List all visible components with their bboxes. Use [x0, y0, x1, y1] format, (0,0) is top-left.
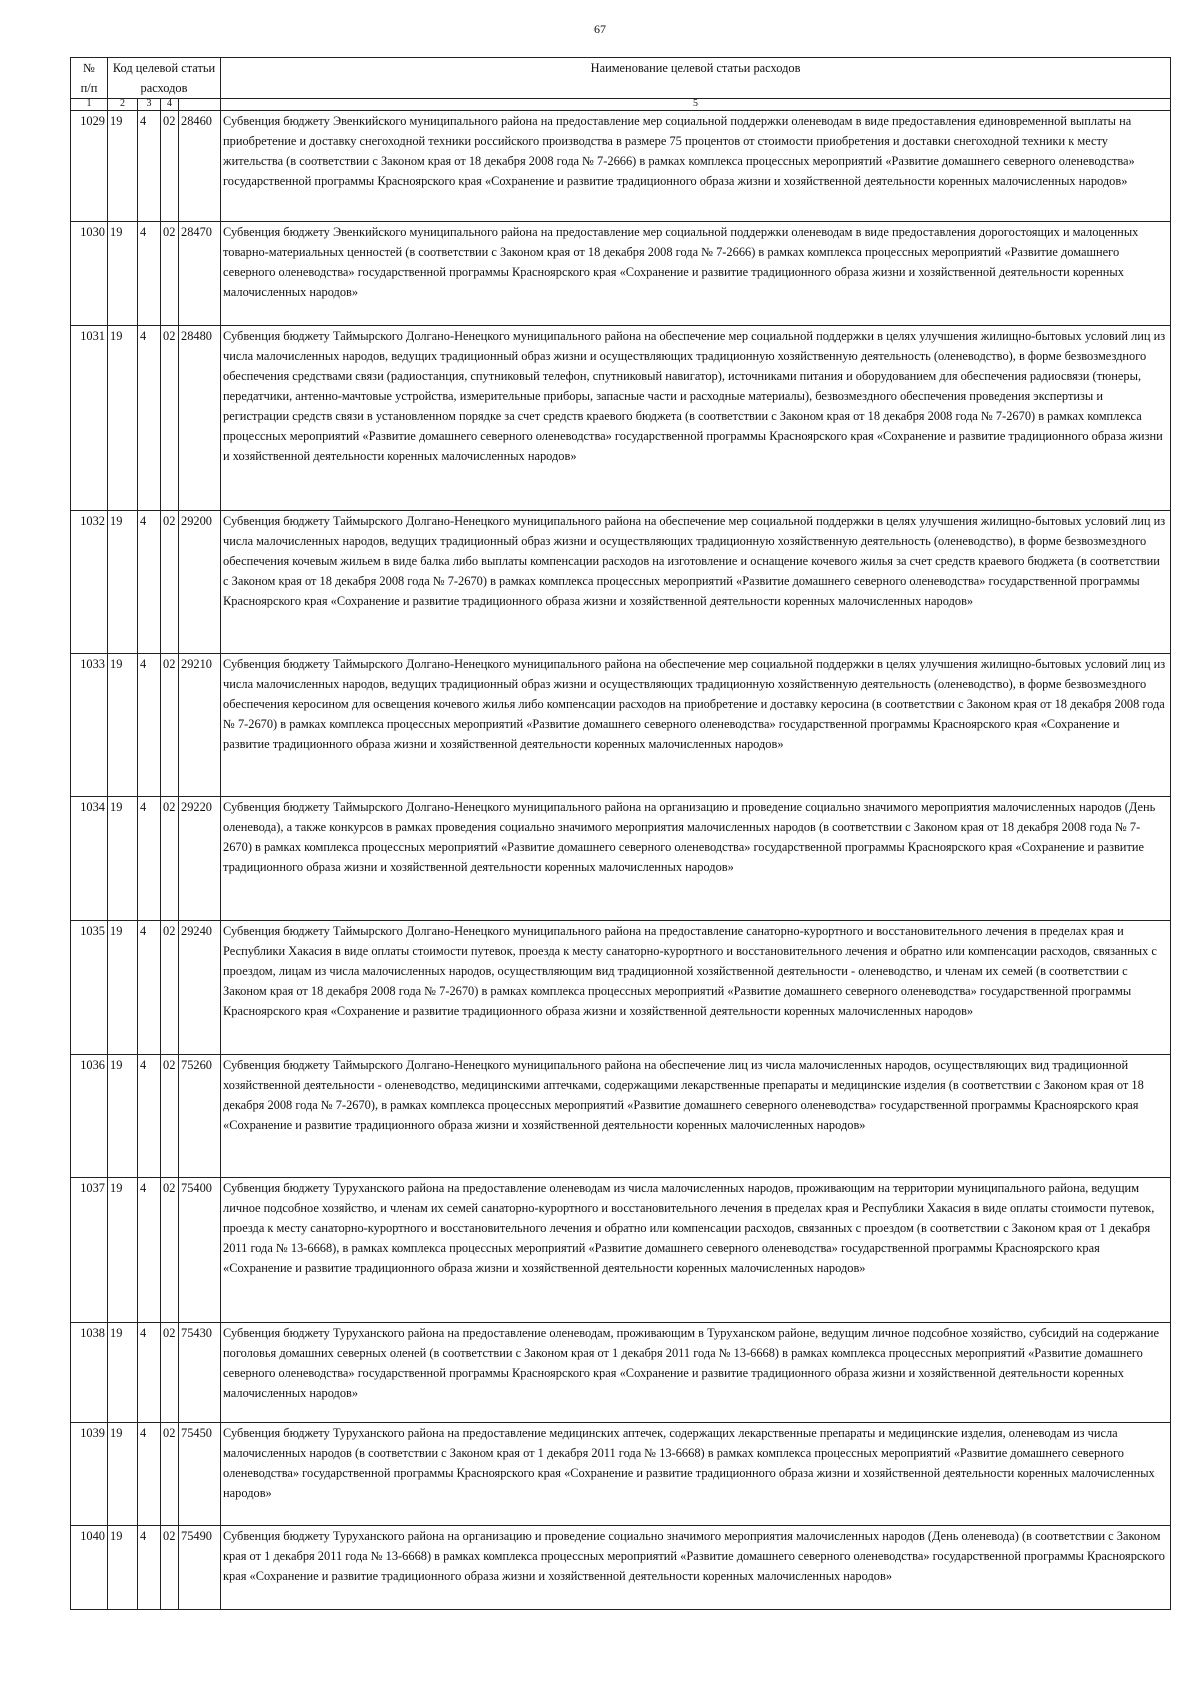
code-part-2: 4 — [138, 921, 161, 1055]
subheader-2: 2 — [108, 99, 138, 111]
expense-name: Субвенция бюджету Эвенкийского муниципального района на предоставление мер социальной поддержки оленеводам в виде предоставления единовременной выплаты на приобретение и доставку снегоходной техники российского производства в размере 75 процентов от стоимости приобретения и доставки снегоходной техники к месту жительства (в соответствии с Законом края от 18 декабря 2008 года № 7-2666) в рамках комплекса процессных мероприятий «Развитие домашнего северного оленеводства» государственной программы Красноярского края «Сохранение и развитие традиционного образа жизни и хозяйственной деятельности коренных малочисленных народов» — [221, 111, 1171, 222]
code-part-3: 02 — [161, 222, 179, 326]
table-header — [71, 58, 1171, 111]
table-row — [71, 1055, 1171, 1178]
code-part-3: 02 — [161, 511, 179, 654]
code-part-3: 02 — [161, 654, 179, 797]
code-part-1: 19 — [108, 1323, 138, 1423]
code-part-2: 4 — [138, 111, 161, 222]
row-number: 1040 — [71, 1526, 108, 1610]
expense-name: Субвенция бюджету Таймырского Долгано-Ненецкого муниципального района на обеспечение лиц из числа малочисленных народов, осуществляющих вид традиционной хозяйственной деятельности - оленеводство, медицинскими аптечками, содержащими лекарственные препараты и медицинские изделия (в соответствии с Законом края от 18 декабря 2008 года № 7-2670), в рамках комплекса процессных мероприятий «Развитие домашнего северного оленеводства» государственной программы Красноярского края «Сохранение и развитие традиционного образа жизни и хозяйственной деятельности коренных малочисленных народов» — [221, 1055, 1171, 1178]
code-part-4: 28470 — [179, 222, 221, 326]
code-part-4: 29240 — [179, 921, 221, 1055]
code-part-2: 4 — [138, 797, 161, 921]
page-number: 67 — [594, 22, 606, 36]
expense-name: Субвенция бюджету Эвенкийского муниципального района на предоставление мер социальной поддержки оленеводам в виде предоставления дорогостоящих и малоценных товарно-материальных ценностей (в соответствии с Законом края от 18 декабря 2008 года № 7-2666) в рамках комплекса процессных мероприятий «Развитие домашнего северного оленеводства» государственной программы Красноярского края «Сохранение и развитие традиционного образа жизни и хозяйственной деятельности коренных малочисленных народов» — [221, 222, 1171, 326]
table-row — [71, 511, 1171, 654]
row-number: 1031 — [71, 326, 108, 511]
code-part-2: 4 — [138, 222, 161, 326]
code-part-4: 75260 — [179, 1055, 221, 1178]
row-number: 1039 — [71, 1423, 108, 1526]
code-part-3: 02 — [161, 1055, 179, 1178]
code-part-3: 02 — [161, 1423, 179, 1526]
table-row — [71, 326, 1171, 511]
row-number: 1033 — [71, 654, 108, 797]
header-expense-name: Наименование целевой статьи расходов — [221, 58, 1171, 99]
subheader-4: 4 — [161, 99, 179, 111]
table-row — [71, 797, 1171, 921]
header-target-code: Код целевой статьи расходов — [108, 58, 221, 99]
code-part-4: 28460 — [179, 111, 221, 222]
row-number: 1030 — [71, 222, 108, 326]
code-part-4: 75400 — [179, 1178, 221, 1323]
code-part-4: 75450 — [179, 1423, 221, 1526]
code-part-4: 29200 — [179, 511, 221, 654]
code-part-2: 4 — [138, 1526, 161, 1610]
table-body — [71, 111, 1171, 1610]
code-part-3: 02 — [161, 1526, 179, 1610]
expense-name: Субвенция бюджету Таймырского Долгано-Ненецкого муниципального района на организацию и проведение социально значимого мероприятия малочисленных народов (День оленевода), а также конкурсов в рамках проведения социально значимого мероприятия малочисленных народов (в соответствии с Законом края от 18 декабря 2008 года № 7-2670) в рамках комплекса процессных мероприятий «Развитие домашнего северного оленеводства» государственной программы Красноярского края «Сохранение и развитие традиционного образа жизни и хозяйственной деятельности коренных малочисленных народов» — [221, 797, 1171, 921]
table-row — [71, 1178, 1171, 1323]
expense-name: Субвенция бюджету Туруханского района на организацию и проведение социально значимого мероприятия малочисленных народов (День оленевода) (в соответствии с Законом края от 1 декабря 2011 года № 13-6668) в рамках комплекса процессных мероприятий «Развитие домашнего северного оленеводства» государственной программы Красноярского края «Сохранение и развитие традиционного образа жизни и хозяйственной деятельности коренных малочисленных народов» — [221, 1526, 1171, 1610]
table-row — [71, 1423, 1171, 1526]
table-row — [71, 654, 1171, 797]
row-number: 1036 — [71, 1055, 108, 1178]
row-number: 1034 — [71, 797, 108, 921]
code-part-3: 02 — [161, 1178, 179, 1323]
expense-name: Субвенция бюджету Таймырского Долгано-Ненецкого муниципального района на предоставление санаторно-курортного и восстановительного лечения в пределах края и Республики Хакасия в виде оплаты стоимости путевок, проезда к месту санаторно-курортного и восстановительного лечения и обратно или компенсации расходов, связанных с проездом, лицам из числа малочисленных народов, осуществляющим вид традиционной хозяйственной деятельности - оленеводство, и членам их семей (в соответствии с Законом края от 18 декабря 2008 года № 7-2670) в рамках комплекса процессных мероприятий «Развитие домашнего северного оленеводства» государственной программы Красноярского края «Сохранение и развитие традиционного образа жизни и хозяйственной деятельности коренных малочисленных народов» — [221, 921, 1171, 1055]
code-part-2: 4 — [138, 1423, 161, 1526]
table-row — [71, 111, 1171, 222]
subheader-1: 1 — [71, 99, 108, 111]
code-part-3: 02 — [161, 1323, 179, 1423]
code-part-1: 19 — [108, 1178, 138, 1323]
expense-name: Субвенция бюджету Туруханского района на предоставление оленеводам, проживающим в Туруханском районе, ведущим личное подсобное хозяйство, субсидий на содержание поголовья домашних северных оленей (в соответствии с Законом края от 1 декабря 2011 года № 13-6668) в рамках комплекса процессных мероприятий «Развитие домашнего северного оленеводства» государственной программы Красноярского края «Сохранение и развитие традиционного образа жизни и хозяйственной деятельности коренных малочисленных народов» — [221, 1323, 1171, 1423]
table-row — [71, 222, 1171, 326]
code-part-2: 4 — [138, 326, 161, 511]
code-part-3: 02 — [161, 921, 179, 1055]
code-part-1: 19 — [108, 921, 138, 1055]
code-part-1: 19 — [108, 1423, 138, 1526]
table-row — [71, 921, 1171, 1055]
row-number: 1038 — [71, 1323, 108, 1423]
row-number: 1035 — [71, 921, 108, 1055]
subheader-4-spacer — [179, 99, 221, 111]
expense-name: Субвенция бюджету Таймырского Долгано-Ненецкого муниципального района на обеспечение мер социальной поддержки в целях улучшения жилищно-бытовых условий лиц из числа малочисленных народов, ведущих традиционный образ жизни и осуществляющих традиционную хозяйственную деятельность (оленеводство), в форме безвозмездного обеспечения кочевым жильем в виде балка либо выплаты компенсации расходов на изготовление и оснащение кочевого жилья за счет средств краевого бюджета (в соответствии с Законом края от 18 декабря 2008 года № 7-2670) в рамках комплекса процессных мероприятий «Развитие домашнего северного оленеводства» государственной программы Красноярского края «Сохранение и развитие традиционного образа жизни и хозяйственной деятельности коренных малочисленных народов» — [221, 511, 1171, 654]
code-part-1: 19 — [108, 797, 138, 921]
code-part-2: 4 — [138, 511, 161, 654]
code-part-3: 02 — [161, 797, 179, 921]
code-part-1: 19 — [108, 222, 138, 326]
code-part-2: 4 — [138, 654, 161, 797]
code-part-4: 29210 — [179, 654, 221, 797]
header-row-number: № п/п — [71, 58, 108, 99]
code-part-2: 4 — [138, 1178, 161, 1323]
code-part-4: 28480 — [179, 326, 221, 511]
expense-name: Субвенция бюджету Таймырского Долгано-Ненецкого муниципального района на обеспечение мер социальной поддержки в целях улучшения жилищно-бытовых условий лиц из числа малочисленных народов, ведущих традиционный образ жизни и осуществляющих традиционную хозяйственную деятельность (оленеводство), в форме безвозмездного обеспечения керосином для освещения кочевого жилья либо компенсации расходов на приобретение и доставку керосина (в соответствии с Законом края от 18 декабря 2008 года № 7-2670) в рамках комплекса процессных мероприятий «Развитие домашнего северного оленеводства» государственной программы Красноярского края «Сохранение и развитие традиционного образа жизни и хозяйственной деятельности коренных малочисленных народов» — [221, 654, 1171, 797]
row-number: 1029 — [71, 111, 108, 222]
code-part-4: 75430 — [179, 1323, 221, 1423]
table-row — [71, 1526, 1171, 1610]
code-part-4: 75490 — [179, 1526, 221, 1610]
code-part-1: 19 — [108, 654, 138, 797]
table-row — [71, 1323, 1171, 1423]
code-part-3: 02 — [161, 111, 179, 222]
code-part-2: 4 — [138, 1323, 161, 1423]
code-part-2: 4 — [138, 1055, 161, 1178]
expense-name: Субвенция бюджету Туруханского района на предоставление медицинских аптечек, содержащих лекарственные препараты и медицинские изделия, оленеводам из числа малочисленных народов (в соответствии с Законом края от 1 декабря 2011 года № 13-6668) в рамках комплекса процессных мероприятий «Развитие домашнего северного оленеводства» государственной программы Красноярского края «Сохранение и развитие традиционного образа жизни и хозяйственной деятельности коренных малочисленных народов» — [221, 1423, 1171, 1526]
code-part-1: 19 — [108, 1055, 138, 1178]
code-part-1: 19 — [108, 326, 138, 511]
subheader-5: 5 — [221, 99, 1171, 111]
subheader-3: 3 — [138, 99, 161, 111]
code-part-1: 19 — [108, 111, 138, 222]
row-number: 1032 — [71, 511, 108, 654]
code-part-1: 19 — [108, 511, 138, 654]
budget-table — [70, 57, 1171, 1610]
expense-name: Субвенция бюджету Таймырского Долгано-Ненецкого муниципального района на обеспечение мер социальной поддержки в целях улучшения жилищно-бытовых условий лиц из числа малочисленных народов, ведущих традиционный образ жизни и осуществляющих традиционную хозяйственную деятельность (оленеводство), в форме безвозмездного обеспечения средствами связи (радиостанция, спутниковый телефон, спутниковый навигатор), источниками питания и оборудованием для обеспечения радиосвязи (тюнеры, передатчики, антенно-мачтовые устройства, измерительные приборы, запасные части и расходные материалы), безвозмездного обеспечения проведения экспертизы и регистрации средств связи в установленном порядке за счет средств краевого бюджета (в соответствии с Законом края от 18 декабря 2008 года № 7-2670) в рамках комплекса процессных мероприятий «Развитие домашнего северного оленеводства» государственной программы Красноярского края «Сохранение и развитие традиционного образа жизни и хозяйственной деятельности коренных малочисленных народов» — [221, 326, 1171, 511]
code-part-4: 29220 — [179, 797, 221, 921]
code-part-1: 19 — [108, 1526, 138, 1610]
row-number: 1037 — [71, 1178, 108, 1323]
expense-name: Субвенция бюджету Туруханского района на предоставление оленеводам из числа малочисленных народов, проживающим на территории муниципального района, ведущим личное подсобное хозяйство, и членам их семей санаторно-курортного и восстановительного лечения в пределах края и Республики Хакасия в виде оплаты стоимости путевок, проезда к месту санаторно-курортного и восстановительного лечения и обратно или компенсации расходов, связанных с проездом (в соответствии с Законом края от 1 декабря 2011 года № 13-6668), в рамках комплекса процессных мероприятий «Развитие домашнего северного оленеводства» государственной программы Красноярского края «Сохранение и развитие традиционного образа жизни и хозяйственной деятельности коренных малочисленных народов» — [221, 1178, 1171, 1323]
code-part-3: 02 — [161, 326, 179, 511]
